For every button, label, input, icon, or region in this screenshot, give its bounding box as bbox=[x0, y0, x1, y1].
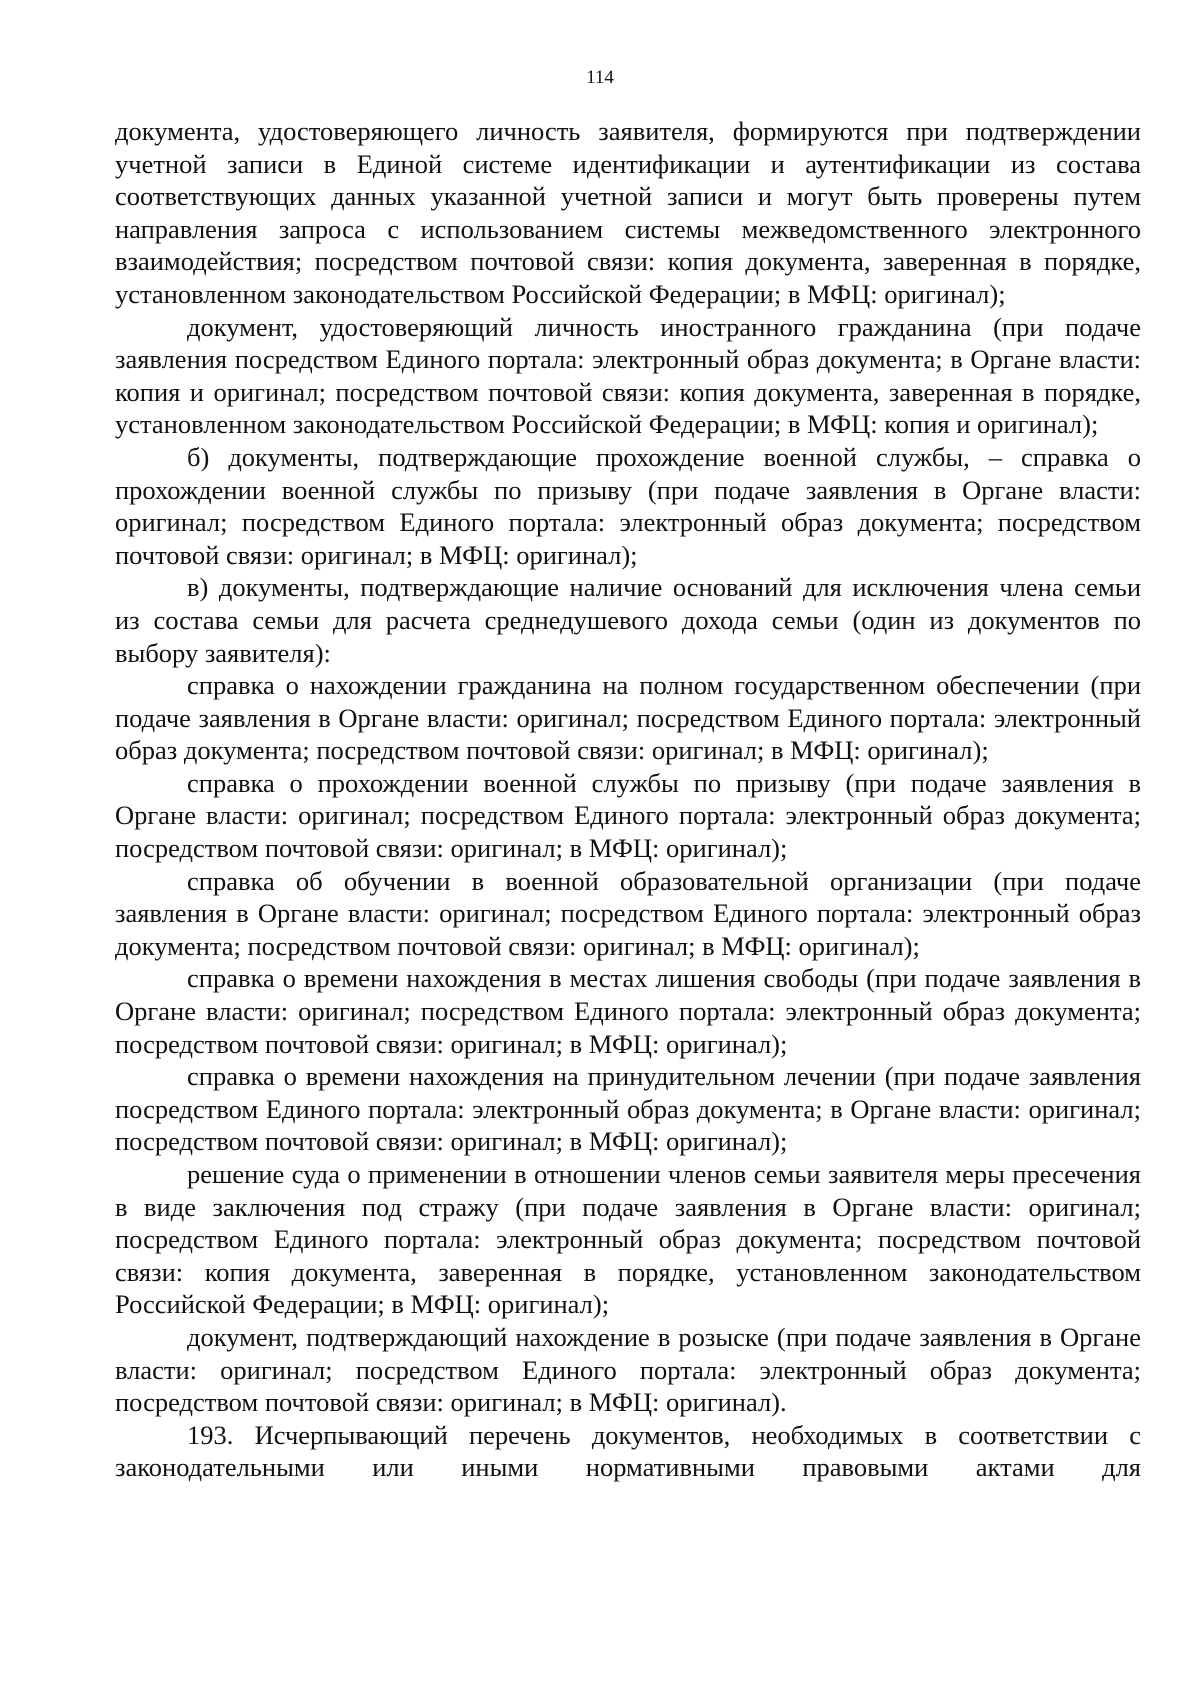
paragraph-state-support-certificate: справка о нахождении гражданина на полном государственном обеспечении (при подаче заявления в Органе власти: оригинал; посредством Единого портала: электронный образ документа; посредством почтовой связи: оригинал; в МФЦ: оригинал); bbox=[115, 670, 1141, 766]
document-body bbox=[115, 115, 1141, 1484]
paragraph-identity-document-continuation: документа, удостоверяющего личность заявителя, формируются при подтверждении учетной записи в Единой системе идентификации и аутентификации из состава соответствующих данных указанной учетной записи и могут быть проверены путем направления запроса с использованием системы межведомственного электронного взаимодействия; посредством почтовой связи: копия документа, заверенная в порядке, установленном законодательством Российской Федерации; в МФЦ: оригинал); bbox=[115, 116, 1141, 309]
paragraph-exclusion-grounds-docs: в) документы, подтверждающие наличие оснований для исключения члена семьи из состава семьи для расчета среднедушевого дохода семьи (один из документов по выбору заявителя): bbox=[115, 572, 1141, 668]
paragraph-conscription-certificate: справка о прохождении военной службы по призыву (при подаче заявления в Органе власти: оригинал; посредством Единого портала: электронный образ документа; посредством почтовой связи: оригинал; в МФЦ: оригинал); bbox=[115, 767, 1141, 864]
page-number: 114 bbox=[586, 67, 614, 88]
paragraph-imprisonment-certificate: справка о времени нахождения в местах лишения свободы (при подаче заявления в Органе власти: оригинал; посредством Единого портала: электронный образ документа; посредством почтовой связи: оригинал; в МФЦ: оригинал); bbox=[115, 963, 1141, 1059]
paragraph-compulsory-treatment-certificate: справка о времени нахождения на принудительном лечении (при подаче заявления посредством Единого портала: электронный образ документа; в Органе власти: оригинал; посредством почтовой связи: оригинал; в МФЦ: оригинал); bbox=[115, 1061, 1141, 1157]
paragraph-military-service-docs: б) документы, подтверждающие прохождение военной службы, – справка о прохождении военной службы по призыву (при подаче заявления в Органе власти: оригинал; посредством Единого портала: электронный образ документа; посредством почтовой связи: оригинал; в МФЦ: оригинал); bbox=[115, 441, 1141, 570]
paragraph-court-decision: решение суда о применении в отношении членов семьи заявителя меры пресечения в виде заключения под стражу (при подаче заявления в Органе власти: оригинал; посредством Единого портала: электронный образ документа; посредством почтовой связи: копия документа, заверенная в порядке, установленном законодательством Российской Федерации; в МФЦ: оригинал); bbox=[115, 1159, 1141, 1320]
paragraph-item-193: 193. Исчерпывающий перечень документов, необходимых в соответствии с законодательными или иными нормативными правовыми актами для bbox=[115, 1419, 1141, 1483]
paragraph-foreign-citizen-id: документ, удостоверяющий личность иностранного гражданина (при подаче заявления посредством Единого портала: электронный образ документа; в Органе власти: копия и оригинал; посредством почтовой связи: копия документа, заверенная в порядке, установленном законодательством Российской Федерации; в МФЦ: копия и оригинал); bbox=[115, 311, 1141, 440]
paragraph-military-education-certificate: справка об обучении в военной образовательной организации (при подаче заявления в Органе власти: оригинал; посредством Единого портала: электронный образ документа; посредством почтовой связи: оригинал; в МФЦ: оригинал); bbox=[115, 865, 1141, 961]
paragraph-wanted-document: документ, подтверждающий нахождение в розыске (при подаче заявления в Органе власти: оригинал; посредством Единого портала: электронный образ документа; посредством почтовой связи: оригинал; в МФЦ: оригинал). bbox=[115, 1321, 1141, 1418]
